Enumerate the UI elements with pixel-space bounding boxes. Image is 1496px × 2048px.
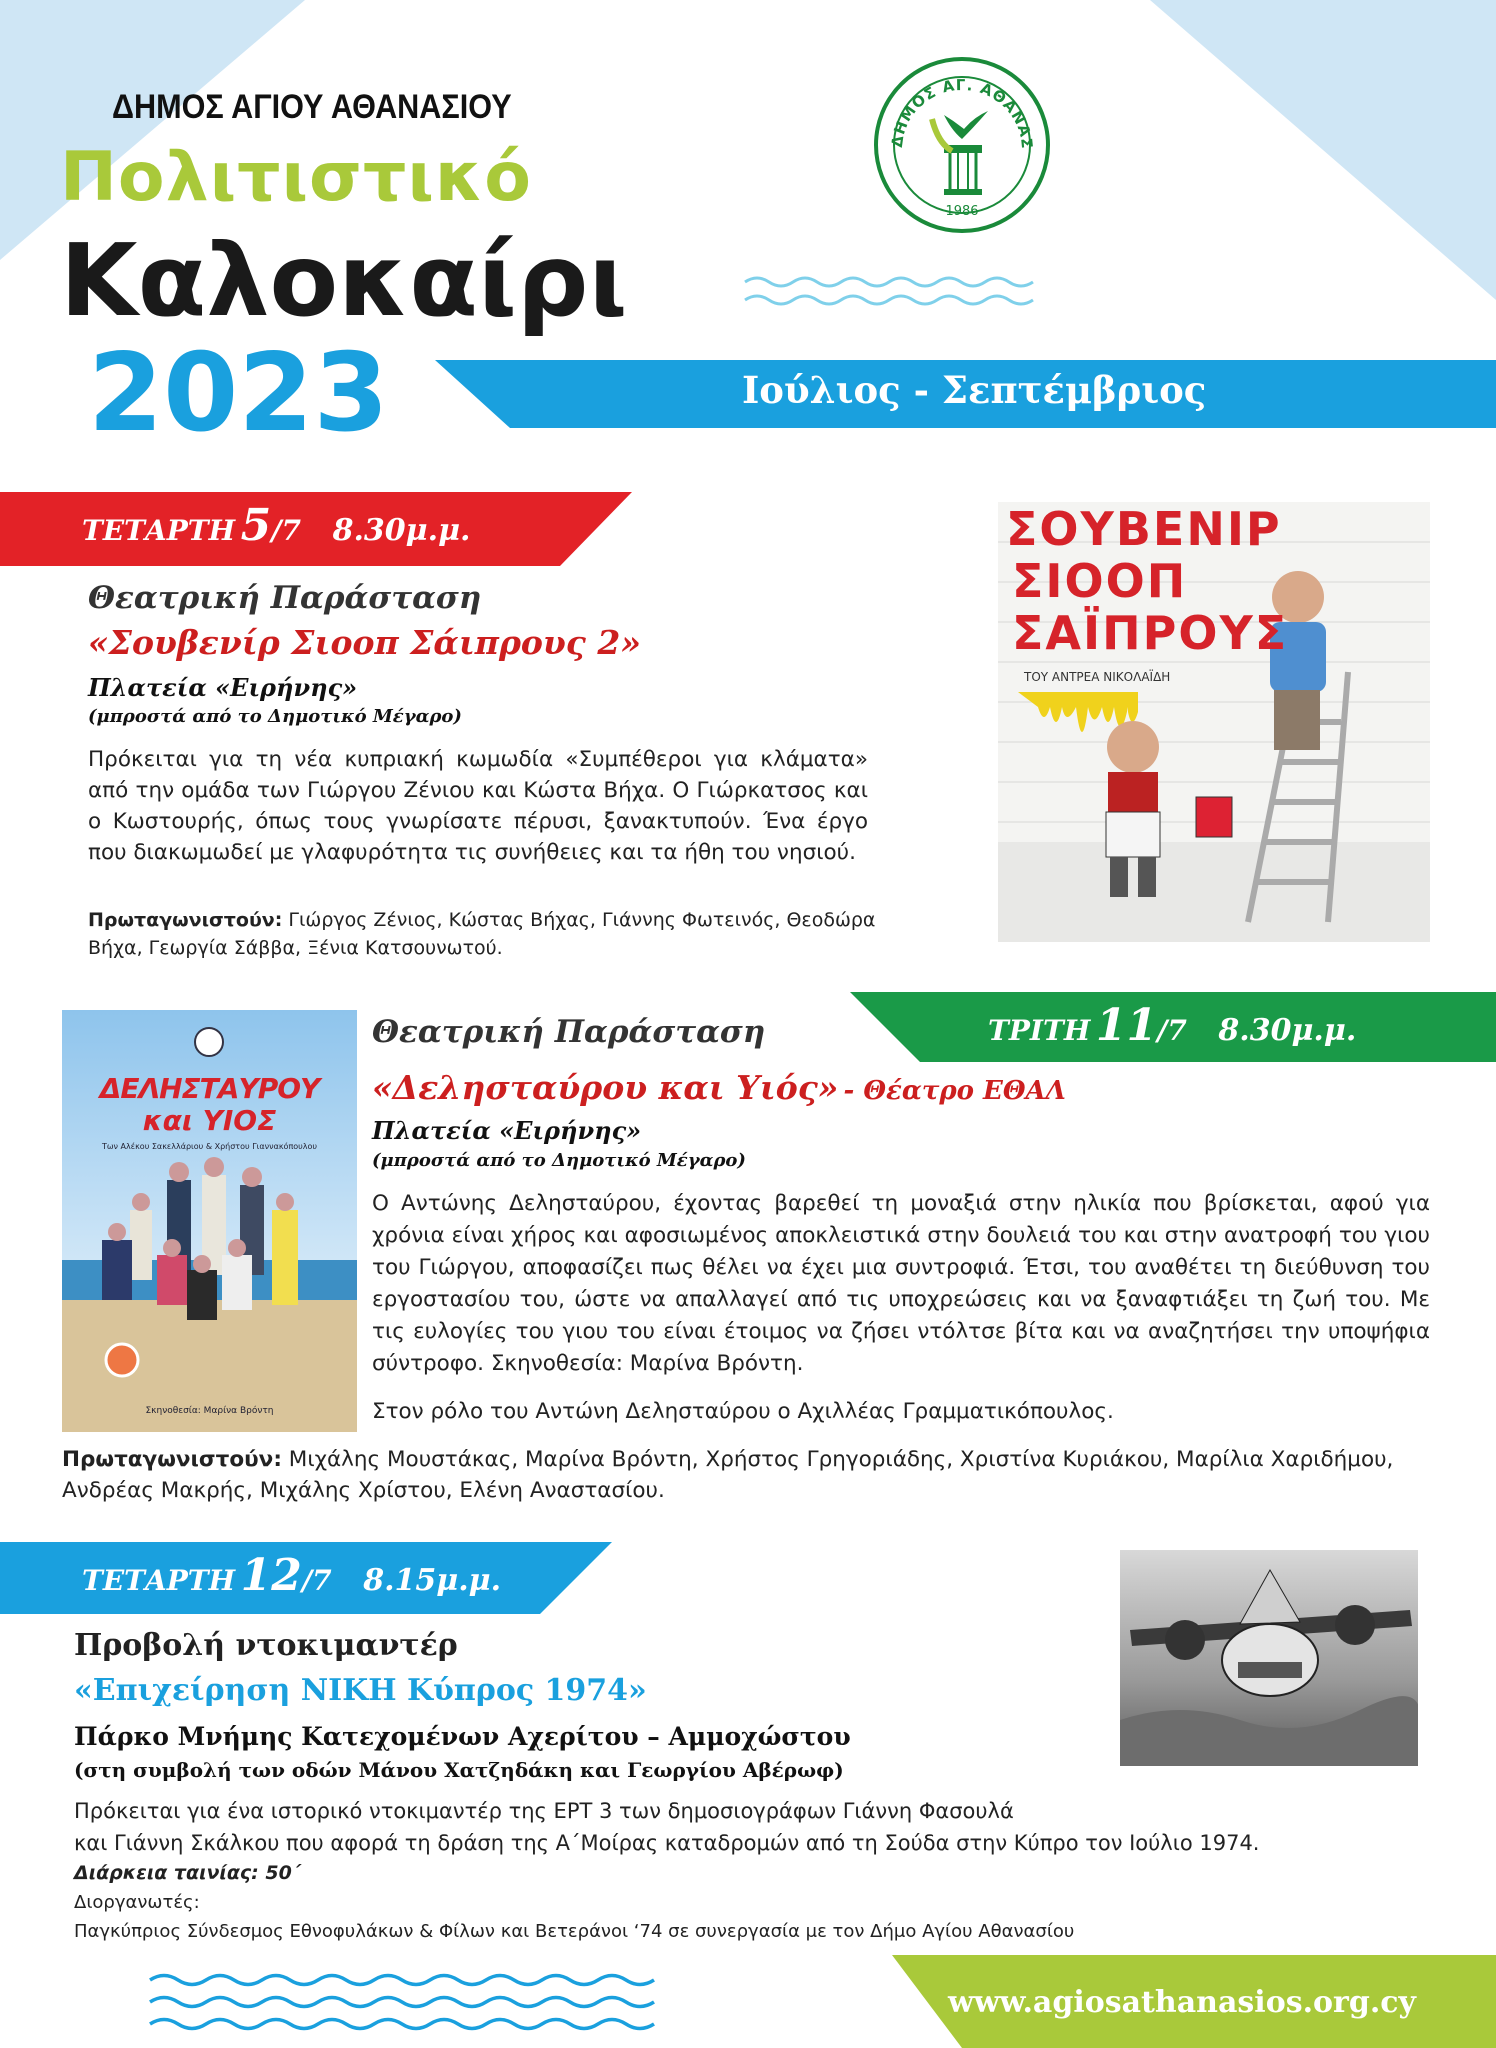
event3-date-month: /7 xyxy=(301,1564,332,1597)
event2-day: ΤΡΙΤΗ xyxy=(988,1014,1091,1047)
event2-type: Θεατρική Παράσταση xyxy=(372,1014,766,1050)
event1-cast-label: Πρωταγωνιστούν: xyxy=(88,909,283,931)
event1-venue-note: (μπροστά από το Δημοτικό Μέγαρο) xyxy=(88,706,462,727)
event2-cast xyxy=(62,1444,1432,1506)
event2-poster-subtitle: Των Αλέκου Σακελλάριου & Χρήστου Γιαννακόπουλου xyxy=(101,1142,318,1151)
event2-venue: Πλατεία «Ειρήνης» xyxy=(372,1116,642,1145)
event1-cast-list: Γιώργος Ζένιος, Κώστας Βήχας, Γιάννης Φωτεινός, Θεοδώρα Βήχα, Γεωργία Σάββα, Ξένια Κατσουνωτού. xyxy=(88,909,876,959)
event3-time: 8.15μ.μ. xyxy=(363,1563,502,1598)
event3-venue-note: (στη συμβολή των οδών Μάνου Χατζηδάκη και Γεωργίου Αβέρωφ) xyxy=(74,1758,844,1782)
municipality-name: ΔΗΜΟΣ ΑΓΙΟΥ ΑΘΑΝΑΣΙΟΥ xyxy=(112,88,512,126)
event1-date-day: 5 xyxy=(240,500,272,551)
event1-date-month: /7 xyxy=(271,514,302,547)
logo-arc-text: ΔΗΜΟΣ ΑΓ. ΑΘΑΝΑΣ xyxy=(887,75,1037,151)
event2-title: «Δελησταύρου και Υιός» xyxy=(372,1068,839,1107)
event2-title-suffix: - Θέατρο ΕΘΑΛ xyxy=(843,1076,1066,1106)
event3-date-day: 12 xyxy=(240,1550,302,1601)
event3-day: ΤΕΤΑΡΤΗ xyxy=(82,1564,236,1597)
event1-poster-subtitle: ΤΟΥ ΑΝΤΡΕΑ ΝΙΚΟΛΑΪΔΗ xyxy=(1024,670,1171,684)
event3-title: «Επιχείρηση ΝΙΚΗ Κύπρος 1974» xyxy=(74,1673,647,1708)
event2-date-month: /7 xyxy=(1157,1014,1187,1047)
logo-year: 1986 xyxy=(945,204,979,219)
event1-venue: Πλατεία «Ειρήνης» xyxy=(88,673,358,702)
event1-time: 8.30μ.μ. xyxy=(332,513,471,548)
event2-time: 8.30μ.μ. xyxy=(1218,1013,1357,1048)
event2-poster-credit: Σκηνοθεσία: Μαρίνα Βρόντη xyxy=(145,1406,274,1416)
event1-description: Πρόκειται για τη νέα κυπριακή κωμωδία «Συμπέθεροι για κλάματα» από την ομάδα των Γιώργου Ζένιου και Κώστα Βήχα. Ο Γιώρκατσος και ο Κωστουρής, όπως τους γνωρίσατε πέρυσι, ξανακτυπούν. Ένα έργο που διακωμωδεί με γλαφυρότητα τις συνήθειες και τα ήθη του νησιού. xyxy=(88,747,868,865)
event2-description: Ο Αντώνης Δελησταύρου, έχοντας βαρεθεί τη μοναξιά στην ηλικία που βρίσκεται, αφού για χρόνια είναι χήρος και αφοσιωμένος αποκλειστικά στην δουλειά του και στην ανατροφή του γιου του Γιώργου, αποφασίζει πως θέλει να έχει μια συντροφιά. Έτσι, του αναθέτει τη διεύθυνση του εργοστασίου του, ώστε να απαλλαγεί από τις υποχρεώσεις και να ξαναφτιάξει τη ζωή του. Με τις ευλογίες του γιου του είναι έτοιμος να ζήσει ντόλτσε βίτα και να αναζητήσει την υποψήφια σύντροφο. Σκηνοθεσία: Μαρίνα Βρόντη. xyxy=(372,1191,1430,1376)
event1-cast xyxy=(88,906,878,962)
event3-venue: Πάρκο Μνήμης Κατεχομένων Αχερίτου – Αμμοχώστου xyxy=(74,1722,851,1751)
event3-photo xyxy=(1120,1550,1418,1766)
title-year: 2023 xyxy=(88,331,389,456)
event2-cast-label: Πρωταγωνιστούν: xyxy=(62,1447,282,1472)
event2-cast-list: Μιχάλης Μουστάκας, Μαρίνα Βρόντη, Χρήστος Γρηγοριάδης, Χριστίνα Κυριάκου, Μαρίλια Χαριδήμου, Ανδρέας Μακρής, Μιχάλης Χρίστου, Ελένη Αναστασίου. xyxy=(62,1447,1394,1503)
event2-date-day: 11 xyxy=(1095,1000,1158,1051)
event1-poster-title-3: ΣΑΪΠΡΟΥΣ xyxy=(1012,606,1289,660)
event1-poster-title-1: ΣΟΥΒΕΝΙΡ xyxy=(1006,502,1282,556)
title-line-2: Καλοκαίρι xyxy=(60,222,628,339)
event2-date-ribbon xyxy=(988,1000,1356,1051)
event1-day: ΤΕΤΑΡΤΗ xyxy=(82,514,236,547)
event3-date-ribbon xyxy=(82,1550,501,1601)
event3-duration: Διάρκεια ταινίας: 50΄ xyxy=(74,1862,301,1884)
event3-description-line2: και Γιάννη Σκάλκου που αφορά τη δράση της Α΄Μοίρας καταδρομών από τη Σούδα στην Κύπρο τον Ιούλιο 1974. xyxy=(74,1831,1260,1855)
event2-venue-note: (μπροστά από το Δημοτικό Μέγαρο) xyxy=(372,1150,746,1171)
event2-extra-line: Στον ρόλο του Αντώνη Δελησταύρου ο Αχιλλέας Γραμματικόπουλος. xyxy=(372,1399,1114,1424)
event3-type: Προβολή ντοκιμαντέρ xyxy=(74,1628,458,1663)
event2-poster-title-2: και ΥΙΟΣ xyxy=(142,1104,277,1137)
period-banner-text: Ιούλιος - Σεπτέμβριος xyxy=(742,368,1207,412)
event2-title-row xyxy=(372,1068,1066,1107)
event1-poster-title-2: ΣΙΟΟΠ xyxy=(1012,554,1188,608)
event1-title: «Σουβενίρ Σιοοπ Σάιπρους 2» xyxy=(88,623,641,662)
event1-type: Θεατρική Παράσταση xyxy=(88,580,482,616)
event3-organizers: Παγκύπριος Σύνδεσμος Εθνοφυλάκων & Φίλων και Βετεράνοι ‘74 σε συνεργασία με τον Δήμο Αγίου Αθανασίου xyxy=(74,1921,1075,1942)
event3-organizers-label: Διοργανωτές: xyxy=(74,1892,200,1913)
event1-date-ribbon xyxy=(82,500,470,551)
event2-poster-title-1: ΔΕΛΗΣΤΑΥΡΟΥ xyxy=(99,1072,320,1105)
footer-website[interactable]: www.agiosathanasios.org.cy xyxy=(948,1985,1416,2020)
event2-poster xyxy=(62,1010,357,1432)
event3-description-line1: Πρόκειται για ένα ιστορικό ντοκιμαντέρ της ΕΡΤ 3 των δημοσιογράφων Γιάννη Φασουλά xyxy=(74,1799,1014,1823)
event1-poster xyxy=(998,502,1430,942)
svg-text:ΔΗΜΟΣ ΑΓ. ΑΘΑΝΑΣΙΟΥ xyxy=(872,55,1036,150)
title-line-1: Πολιτιστικό xyxy=(60,138,532,217)
municipality-logo xyxy=(872,55,1052,235)
